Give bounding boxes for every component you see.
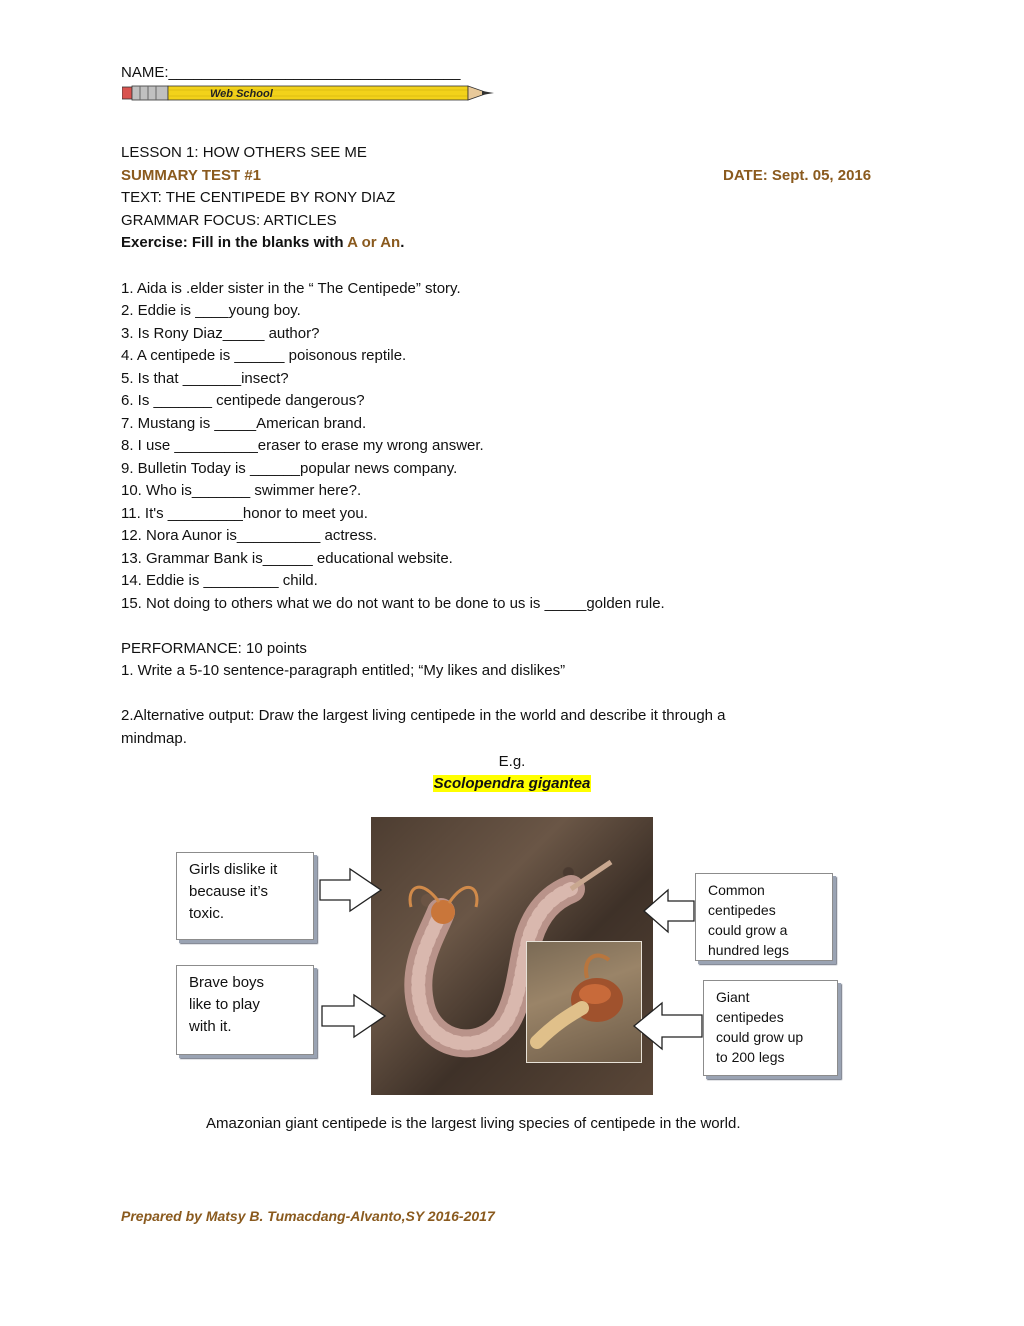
list-item: 5. Is that _______insect? [121,370,289,387]
mindmap-text: Girls dislike it [189,861,278,878]
mindmap-text: with it. [189,1018,232,1035]
list-item: 12. Nora Aunor is__________ actress. [121,527,378,544]
mindmap-box-hundred-legs [695,873,833,961]
performance-task-1: 1. Write a 5-10 sentence-paragraph entitled; “My likes and dislikes” [121,662,566,679]
mindmap-text: Brave boys [189,974,265,991]
image-caption: Amazonian giant centipede is the largest living species of centipede in the world. [206,1115,741,1132]
footer-credit: Prepared by Matsy B. Tumacdang-Alvanto,SY 2016-2017 [121,1208,495,1224]
pencil-label: Web School [210,88,273,100]
centipede-head-icon [527,942,641,1062]
mindmap-box-200-legs [703,980,838,1076]
performance-task-2-cont: mindmap. [121,730,187,747]
pencil-icon [122,84,496,102]
mindmap-box-brave-boys [176,965,314,1055]
list-item: 7. Mustang is _____American brand. [121,415,367,432]
exercise-prefix: Exercise: Fill in the blanks with [121,234,348,251]
list-item: 9. Bulletin Today is ______popular news company. [121,460,458,477]
name-field: NAME:___________________________________ [121,64,461,81]
text-line: TEXT: THE CENTIPEDE BY RONY DIAZ [121,189,396,206]
list-item: 8. I use __________eraser to erase my wrong answer. [121,437,484,454]
grammar-focus: GRAMMAR FOCUS: ARTICLES [121,212,337,229]
example-label: E.g. [498,753,526,770]
mindmap-box-toxic [176,852,314,940]
mindmap-text: like to play [189,996,260,1013]
mindmap-text: could grow a [708,922,788,938]
mindmap-text: Giant [716,989,750,1005]
exercise-highlight: A or An [347,234,401,251]
species-name-wrap [0,774,1024,794]
mindmap-text: toxic. [189,905,225,922]
arrow-right-icon [318,866,384,914]
exercise-suffix: . [400,234,405,251]
list-item: 4. A centipede is ______ poisonous reptile. [121,347,407,364]
list-item: 11. It's _________honor to meet you. [121,505,368,522]
lesson-title: LESSON 1: HOW OTHERS SEE ME [121,144,367,161]
list-item: 2. Eddie is ____young boy. [121,302,301,319]
centipede-head-inset [526,941,642,1063]
performance-title: PERFORMANCE: 10 points [121,640,307,657]
list-item: 13. Grammar Bank is______ educational website. [121,550,453,567]
list-item: 1. Aida is .elder sister in the “ The Centipede” story. [121,280,461,297]
mindmap-text: hundred legs [708,942,789,958]
arrow-left-icon [632,1000,704,1052]
arrow-left-icon [642,888,696,934]
list-item: 15. Not doing to others what we do not want to be done to us is _____golden rule. [121,595,665,612]
list-item: 10. Who is_______ swimmer here?. [121,482,362,499]
mindmap-text: Common [708,882,765,898]
list-item: 6. Is _______ centipede dangerous? [121,392,365,409]
summary-test-title: SUMMARY TEST #1 [121,167,262,184]
species-name: Scolopendra gigantea [433,775,591,792]
mindmap-text: centipedes [708,902,776,918]
mindmap-text: to 200 legs [716,1049,785,1065]
exercise-instruction [121,233,404,253]
mindmap-text: because it’s [189,883,268,900]
mindmap-text: could grow up [716,1029,804,1045]
list-item: 3. Is Rony Diaz_____ author? [121,325,320,342]
list-item: 14. Eddie is _________ child. [121,572,318,589]
arrow-right-icon [320,992,388,1040]
mindmap-text: centipedes [716,1009,784,1025]
performance-task-2: 2.Alternative output: Draw the largest living centipede in the world and describe it through a [121,707,726,724]
test-date: DATE: Sept. 05, 2016 [723,167,872,184]
